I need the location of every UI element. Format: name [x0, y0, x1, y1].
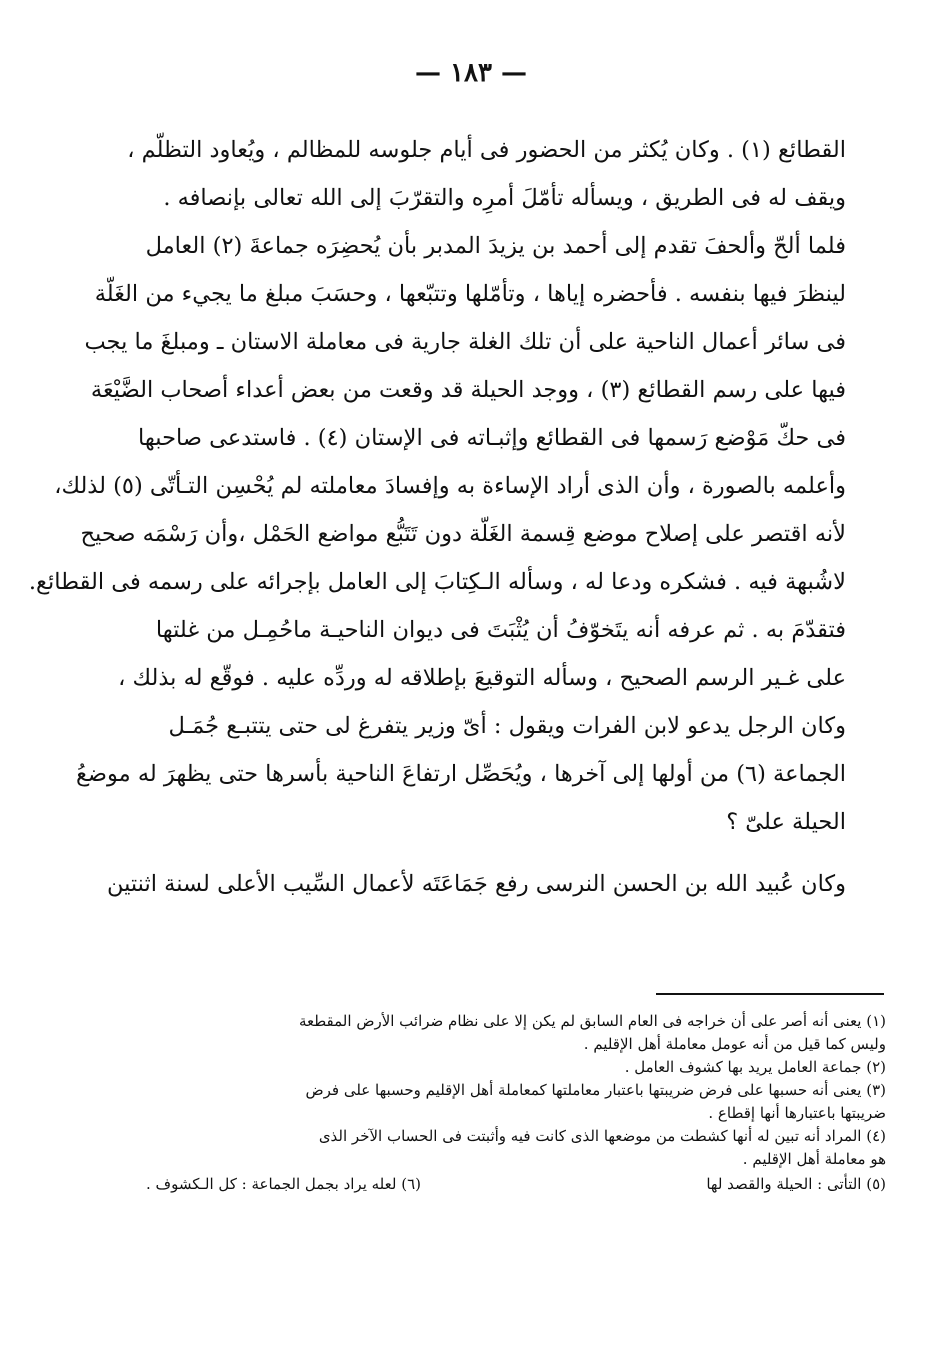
footnote-2: (٢) جماعة العامل يريد بها كشوف العامل . — [624, 1058, 886, 1076]
body-line: وأعلمه بالصورة ، وأن الذى أراد الإساءة به وإفسادَ معاملته لم يُحْسِن التـأتّى (٥) لذلك، — [54, 473, 846, 499]
body-line: فتقدّمَ به . ثم عرفه أنه يتَخوّفُ أن يُثْبَتَ فى ديوان الناحيـة ماحُمِـل من غلتها — [155, 617, 846, 643]
footnote-1-cont: وليس كما قيل من أنه عومل معاملة أهل الإقليم . — [583, 1035, 886, 1053]
footnote-4-cont: هو معاملة أهل الإقليم . — [742, 1150, 886, 1168]
body-line: فلما ألحّ وألحفَ تقدم إلى أحمد بن يزيدَ المدبر بأن يُحضِرَه جماعةَ (٢) العامل — [145, 233, 846, 259]
body-line-new-paragraph: وكان عُبيد الله بن الحسن النرسى رفع جَمَاعَتَه لأعمال السِّيب الأعلى لسنة اثنتين — [106, 871, 846, 897]
body-line: الحيلة علىّ ؟ — [726, 809, 846, 835]
footnote-row-5-6 — [146, 1173, 886, 1196]
body-line: فى سائر أعمال الناحية على أن تلك الغلة جارية فى معاملة الاستان ـ ومبلغَ ما يجب — [84, 329, 846, 355]
body-line: على غـير الرسم الصحيح ، وسأله التوقيعَ بإطلاقه له وردِّه عليه . فوقّع له بذلك ، — [118, 665, 846, 691]
body-line: القطائع (١) . وكان يُكثر من الحضور فى أيام جلوسه للمظالم ، ويُعاود التظلّم ، — [127, 137, 846, 163]
footnote-5: (٥) التأتى : الحيلة والقصد لها — [706, 1175, 886, 1193]
footnote-1: (١) يعنى أنه أصر على أن خراجه فى العام السابق لم يكن إلا على نظام ضرائب الأرض المقطعة — [298, 1012, 886, 1030]
body-line: الجماعة (٦) من أولها إلى آخرها ، ويُحَصِّل ارتفاعَ الناحية بأسرها حتى يظهرَ له موضعُ — [75, 761, 846, 787]
footnotes — [146, 1010, 886, 1196]
body-line: فيها على رسم القطائع (٣) ، ووجد الحيلة قد وقعت من بعض أعداء أصحاب الضَّيْعَة — [90, 377, 846, 403]
body-line: ويقف له فى الطريق ، ويسأله تأمّلَ أمرِه والتقرّبَ إلى الله تعالى بإنصافه . — [163, 185, 846, 211]
footnote-6: (٦) لعله يراد بجمل الجماعة : كل الـكشوف . — [146, 1175, 421, 1193]
body-line: لينظرَ فيها بنفسه . فأحضره إياها ، وتأمّلها وتتبّعها ، وحسَبَ مبلغ ما يجيء من الغَلّة — [94, 281, 846, 307]
body-line: وكان الرجل يدعو لابن الفرات ويقول : أىّ وزير يتفرغ لى حتى يتتبـع جُمَـل — [168, 713, 846, 739]
body-line: لأنه اقتصر على إصلاح موضع قِسمة الغَلّة دون تَتَبُّع مواضع الحَمْل ،وأن رَسْمَه صحيح — [80, 521, 846, 547]
footnote-3: (٣) يعنى أنه حسبها على فرض ضريبتها باعتبار معاملتها كمعاملة أهل الإقليم وحسبها على فرض — [305, 1081, 886, 1099]
body-line: فى حكّ مَوْضع رَسمها فى القطائع وإثبـاته فى الإستان (٤) . فاستدعى صاحبها — [138, 425, 846, 451]
body-line: لاشُبهة فيه . فشكره ودعا له ، وسأله الـكِتابَ إلى العامل بإجرائه على رسمه فى القطائع. — [28, 569, 846, 595]
footnote-separator — [656, 993, 884, 995]
footnote-3-cont: ضريبتها باعتبارها أنها إقطاع . — [708, 1104, 886, 1122]
page-number: — ١٨٣ — — [414, 58, 528, 88]
footnote-4: (٤) المراد أنه تبين له أنها كشطت من موضعها الذى كانت فيه وأثبتت فى الحساب الآخر الذى — [318, 1127, 886, 1145]
main-text — [28, 126, 846, 908]
